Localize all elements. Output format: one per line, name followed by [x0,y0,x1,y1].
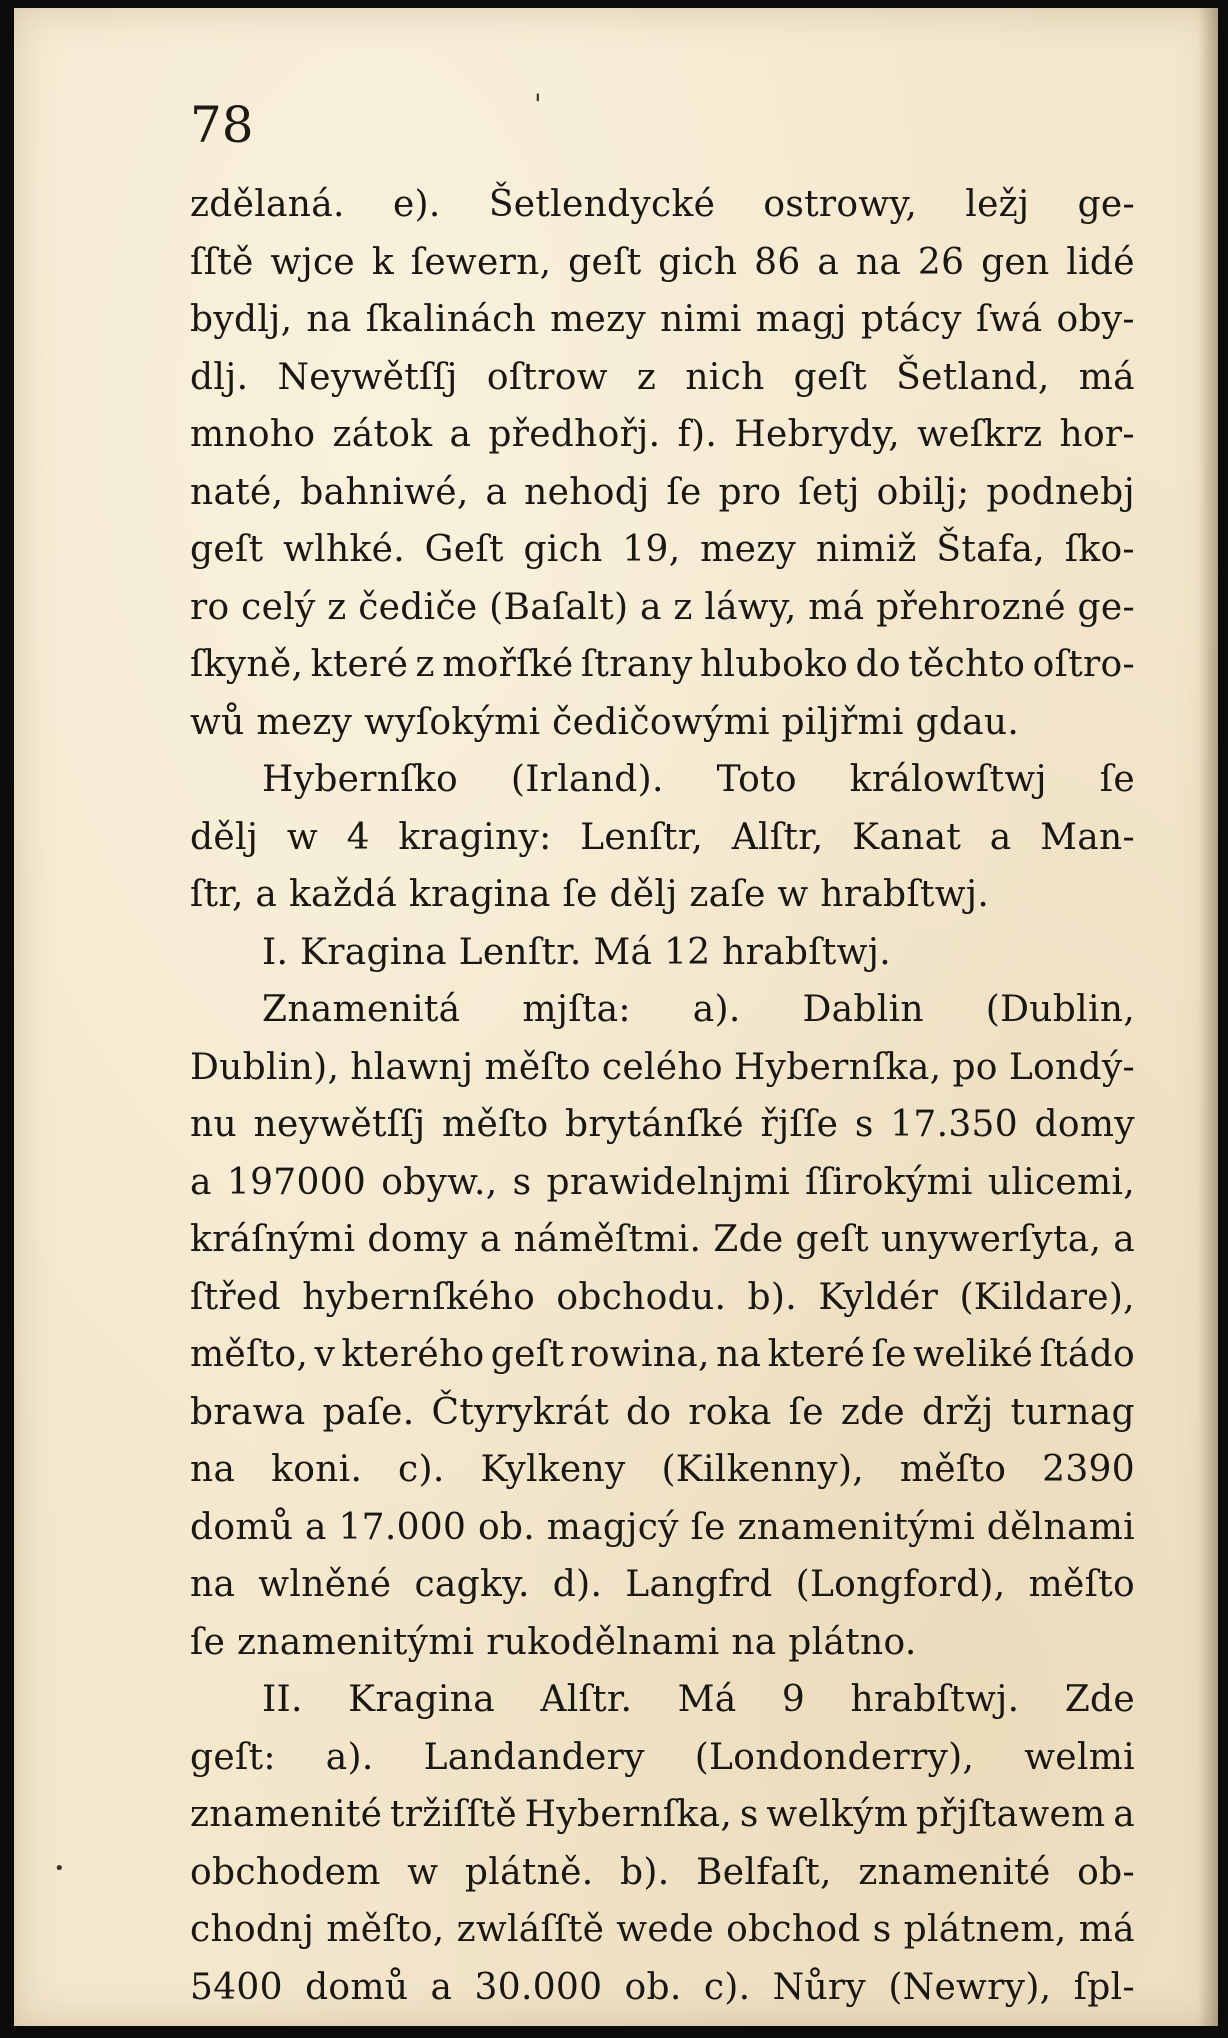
page-number: 78 [190,96,254,154]
book-page [14,8,1218,2026]
text-line: na koni. c). Kylkeny (Kilkenny), měſto 2390 [190,1449,1135,1490]
text-line: ſſtě wjce k ſewern, geſt gich 86 a na 26 gen lidé [190,241,1135,283]
text-line: geſt wlhké. Geſt gich 19, mezy nimiž Štafa, ſko- [190,529,1135,570]
text-line: a 197000 obyw., s prawidelnjmi ſſirokými ulicemi, [190,1161,1135,1203]
page-edge-shadow [1198,8,1218,2026]
text-line: ro celý z čediče (Baſalt) a z láwy, má přehrozné ge- [190,586,1135,628]
text-line: znamenité tržiſſtě Hybernſka, s welkým přjſtawem a [190,1794,1135,1835]
text-line: domů a 17.000 ob. magjcý ſe znamenitými dělnami [190,1506,1135,1548]
text-line: geſt: a). Landandery (Londonderry), welmi [190,1736,1135,1778]
text-line: Hybernſko (Irland). Toto králowſtwj ſe [262,759,1135,800]
text-line: ſtřed hybernſkého obchodu. b). Kyldér (Kildare), [190,1276,1135,1318]
text-line: mnoho zátok a předhořj. f). Hebrydy, weſkrz hor- [190,414,1135,455]
text-line: dělj w 4 kraginy: Lenſtr, Alſtr, Kanat a Man- [190,816,1135,858]
text-line: wů mezy wyſokými čedičowými piljřmi gdau. [190,701,1020,743]
text-line: Dublin), hlawnj měſto celého Hybernſka, po Londý- [190,1046,1135,1088]
text-line: nu neywětſſj měſto brytánſké řjſſe s 17.350 domy [190,1104,1135,1145]
text-line: brawa paſe. Čtyrykrát do roka ſe zde držj turnag [190,1391,1135,1433]
text-line: obchodem w plátně. b). Belfaſt, znamenité ob- [190,1851,1135,1893]
body-text [190,176,1135,2016]
text-line: naté, bahniwé, a nehodj ſe pro ſetj obilj; podnebj [190,471,1135,513]
text-line: ſtr, a každá kragina ſe dělj zaſe w hrabſtwj. [190,874,990,915]
text-line: bydlj, na ſkalinách mezy nimi magj ptácy ſwá oby- [190,299,1135,340]
text-line: Znamenitá mjſta: a). Dablin (Dublin, [262,989,1135,1030]
text-line: zdělaná. e). Šetlendycké ostrowy, ležj ge- [190,184,1135,225]
text-line: ſe znamenitými rukodělnami na plátno. [190,1621,917,1663]
text-line: kráſnými domy a náměſtmi. Zde geſt unywerſyta, a [190,1219,1135,1260]
text-line: měſto, v kterého geſt rowina, na které ſe weliké ſtádo [190,1334,1135,1375]
side-mark: • [54,1858,65,1879]
text-line: ſkyně, které z mořſké ſtrany hluboko do těchto oſtro- [190,644,1135,685]
text-line: II. Kragina Alſtr. Má 9 hrabſtwj. Zde [262,1679,1135,1720]
text-line: chodnj měſto, zwláſſtě wede obchod s plátnem, má [190,1909,1135,1950]
margin-mark: ' [534,88,542,121]
text-line: dlj. Neywětſſj oſtrow z nich geſt Šetland, má [190,356,1135,398]
text-line: 5400 domů a 30.000 ob. c). Nůry (Newry), ſpl- [190,1966,1135,2008]
text-line: na wlněné cagky. d). Langfrd (Longford), měſto [190,1564,1135,1605]
text-line: I. Kragina Lenſtr. Má 12 hrabſtwj. [262,931,891,973]
